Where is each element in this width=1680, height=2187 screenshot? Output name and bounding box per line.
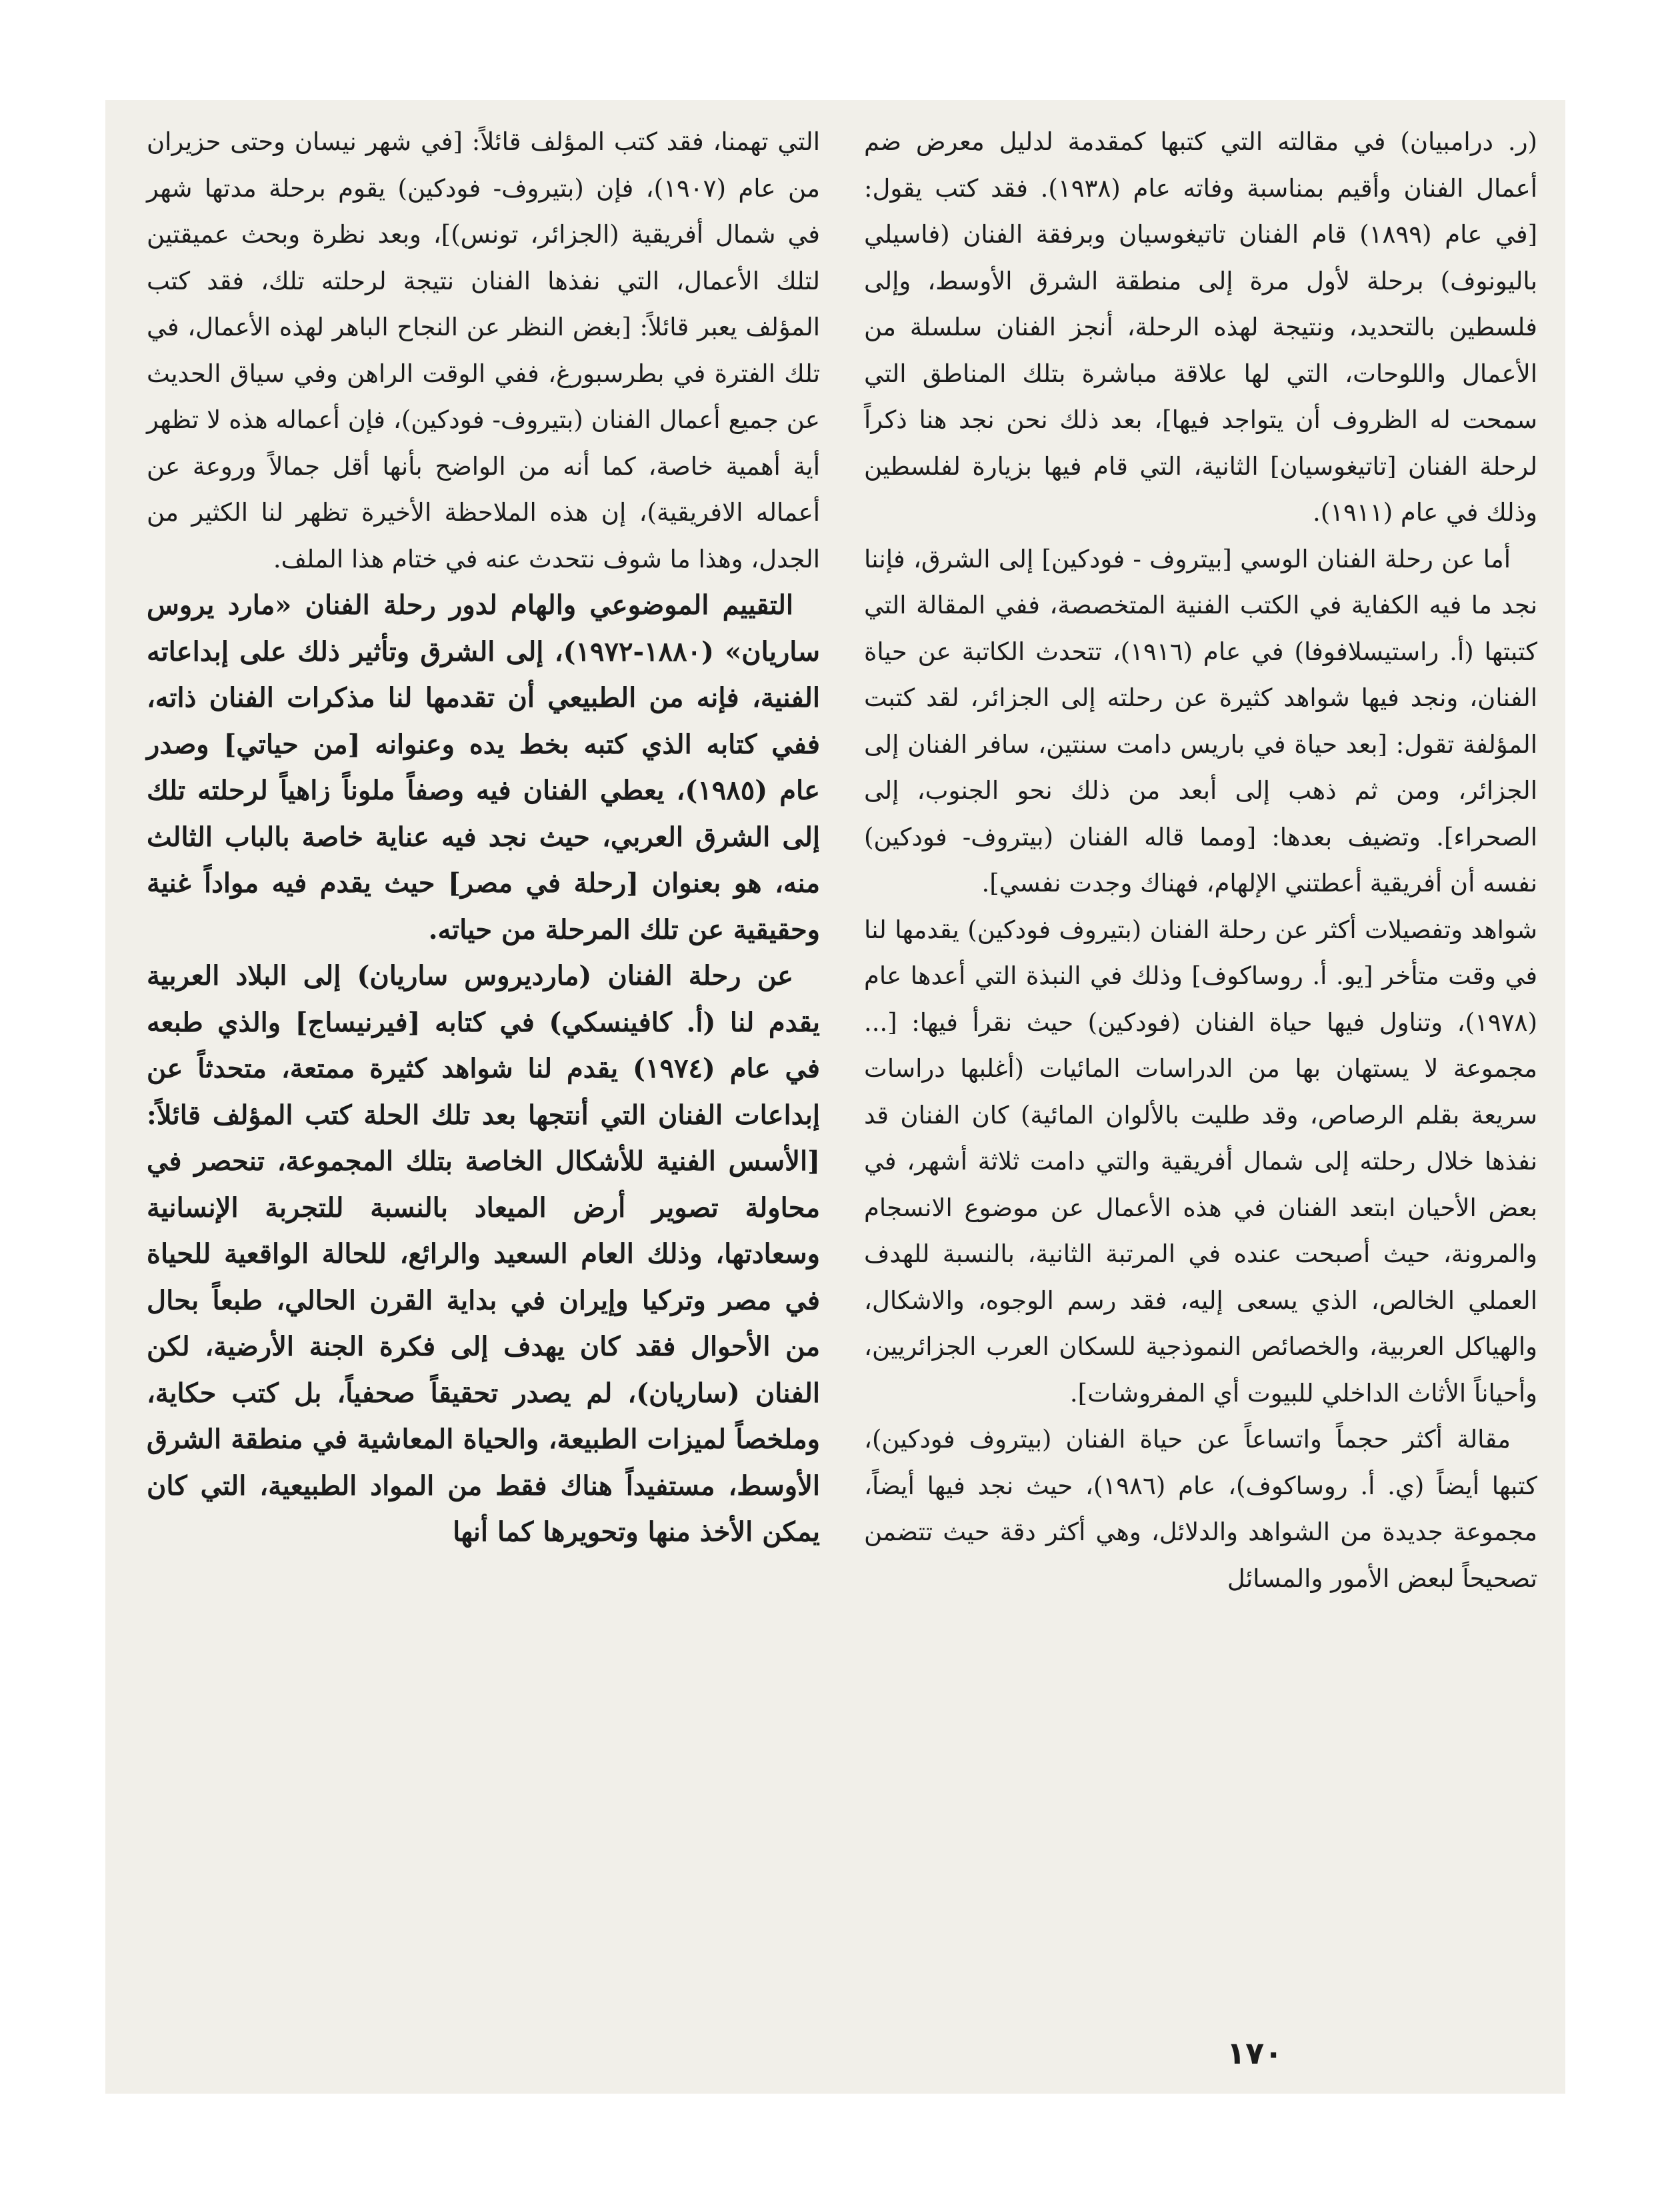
paragraph: أما عن رحلة الفنان الوسي [بيتروف - فودكين] إلى الشرق، فإننا نجد ما فيه الكفاية في الكتب الفنية المتخصصة، ففي المقالة التي كتبتها (أ. راستيسلافوفا) في عام (١٩١٦)، تتحدث الكاتبة عن حياة الفنان، ونجد فيها شواهد كثيرة عن رحلته إلى الجزائر، لقد كتبت المؤلفة تقول: [بعد حياة في باريس دامت سنتين، سافر الفنان إلى الجزائر، ومن ثم ذهب إلى أبعد من ذلك نحو الجنوب، إلى الصحراء]. وتضيف بعدها: [ومما قاله الفنان (بيتروف- فودكين) نفسه أن أفريقية أعطتني الإلهام، فهناك وجدت نفسي]. [864,544,1537,897]
paragraph-bold: عن رحلة الفنان (مارديروس ساريان) إلى البلاد العربية يقدم لنا (أ. كافينسكي) في كتابه [فيرنيساج] والذي طبعه في عام (١٩٧٤) يقدم لنا شواهد كثيرة ممتعة، متحدثاً عن إبداعات الفنان التي أنتجها بعد تلك الحلة كتب المؤلف قائلاً: [الأسس الفنية للأشكال الخاصة بتلك المجموعة، تنحصر في محاولة تصوير أرض الميعاد بالنسبة للتجربة الإنسانية وسعادتها، وذلك العام السعيد والرائع، للحالة الواقعية للحياة في مصر وتركيا وإيران في بداية القرن الحالي، طبعاً بحال من الأحوال فقد كان يهدف إلى فكرة الجنة الأرضية، لكن الفنان (ساريان)، لم يصدر تحقيقاً صحفياً، بل كتب حكاية، وملخصاً لميزات الطبيعة، والحياة المعاشية في منطقة الشرق الأوسط، مستفيداً هناك فقط من المواد الطبيعية، التي كان يمكن الأخذ منها وتحويرها كما أنها [147,960,821,1548]
paragraph: شواهد وتفصيلات أكثر عن رحلة الفنان (بتيروف فودكين) يقدمها لنا في وقت متأخر [يو. أ. روساكوف] وذلك في النبذة التي أعدها عام (١٩٧٨)، وتناول فيها حياة الفنان (فودكين) حيث نقرأ فيها: [... مجموعة لا يستهان بها من الدراسات المائيات (أغلبها دراسات سريعة بقلم الرصاص، وقد طليت بالألوان المائية) كان الفنان قد نفذها خلال رحلته إلى شمال أفريقية والتي دامت ثلاثة أشهر، في بعض الأحيان ابتعد الفنان في هذه الأعمال عن موضوع الانسجام والمرونة، حيث أصبحت عنده في المرتبة الثانية، بالنسبة للهدف العملي الخالص، الذي يسعى إليه، فقد رسم الوجوه، والاشكال، والهياكل العربية، والخصائص النموذجية للسكان العرب الجزائريين، وأحياناً الأثاث الداخلي للبيوت أي المفروشات]. [864,915,1537,1408]
right-column [864,119,1537,1602]
paragraph: (ر. درامبيان) في مقالته التي كتبها كمقدمة لدليل معرض ضم أعمال الفنان وأقيم بمناسبة وفاته عام (١٩٣٨). فقد كتب يقول: [في عام (١٨٩٩) قام الفنان تاتيغوسيان وبرفقة الفنان (فاسيلي باليونوف) برحلة لأول مرة إلى منطقة الشرق الأوسط، وإلى فلسطين بالتحديد، ونتيجة لهذه الرحلة، أنجز الفنان سلسلة من الأعمال واللوحات، التي لها علاقة مباشرة بتلك المناطق التي سمحت له الظروف أن يتواجد فيها]، بعد ذلك نحن نجد هنا ذكراً لرحلة الفنان [تاتيغوسيان] الثانية، التي قام فيها بزيارة لفلسطين وذلك في عام (١٩١١). [864,127,1537,527]
scanned-page [105,100,1565,2094]
paragraph: مقالة أكثر حجماً واتساعاً عن حياة الفنان (بيتروف فودكين)، كتبها أيضاً (ي. أ. روساكوف)، عام (١٩٨٦)، حيث نجد فيها أيضاً، مجموعة جديدة من الشواهد والدلائل، وهي أكثر دقة حيث تتضمن تصحيحاً لبعض الأمور والمسائل [864,1425,1538,1593]
page-number: ١٧٠ [1227,2035,1283,2071]
left-column [147,119,820,1556]
paragraph: التي تهمنا، فقد كتب المؤلف قائلاً: [في شهر نيسان وحتى حزيران من عام (١٩٠٧)، فإن (بتيروف- فودكين) يقوم برحلة مدتها شهر في شمال أفريقية (الجزائر، تونس)]، وبعد نظرة وبحث عميقتين لتلك الأعمال، التي نفذها الفنان نتيجة لرحلته تلك، فقد كتب المؤلف يعبر قائلاً: [بغض النظر عن النجاح الباهر لهذه الأعمال، في تلك الفترة في بطرسبورغ، ففي الوقت الراهن وفي سياق الحديث عن جميع أعمال الفنان (بتيروف- فودكين)، فإن أعماله هذه لا تظهر أية أهمية خاصة، كما أنه من الواضح بأنها أقل جمالاً وروعة عن أعماله الافريقية)، إن هذه الملاحظة الأخيرة تظهر لنا الكثير من الجدل، وهذا ما شوف نتحدث عنه في ختام هذا الملف. [147,127,820,573]
paragraph-bold: التقييم الموضوعي والهام لدور رحلة الفنان «مارد يروس ساريان» (١٨٨٠-١٩٧٢)، إلى الشرق وتأثير ذلك على إبداعاته الفنية، فإنه من الطبيعي أن تقدمها لنا مذكرات الفنان ذاته، ففي كتابه الذي كتبه بخط يده وعنوانه [من حياتي] وصدر عام (١٩٨٥)، يعطي الفنان فيه وصفاً ملوناً زاهياً لرحلته تلك إلى الشرق العربي، حيث نجد فيه عناية خاصة بالباب الثالث منه، هو بعنوان [رحلة في مصر] حيث يقدم فيه مواداً غنية وحقيقية عن تلك المرحلة من حياته. [147,589,821,945]
